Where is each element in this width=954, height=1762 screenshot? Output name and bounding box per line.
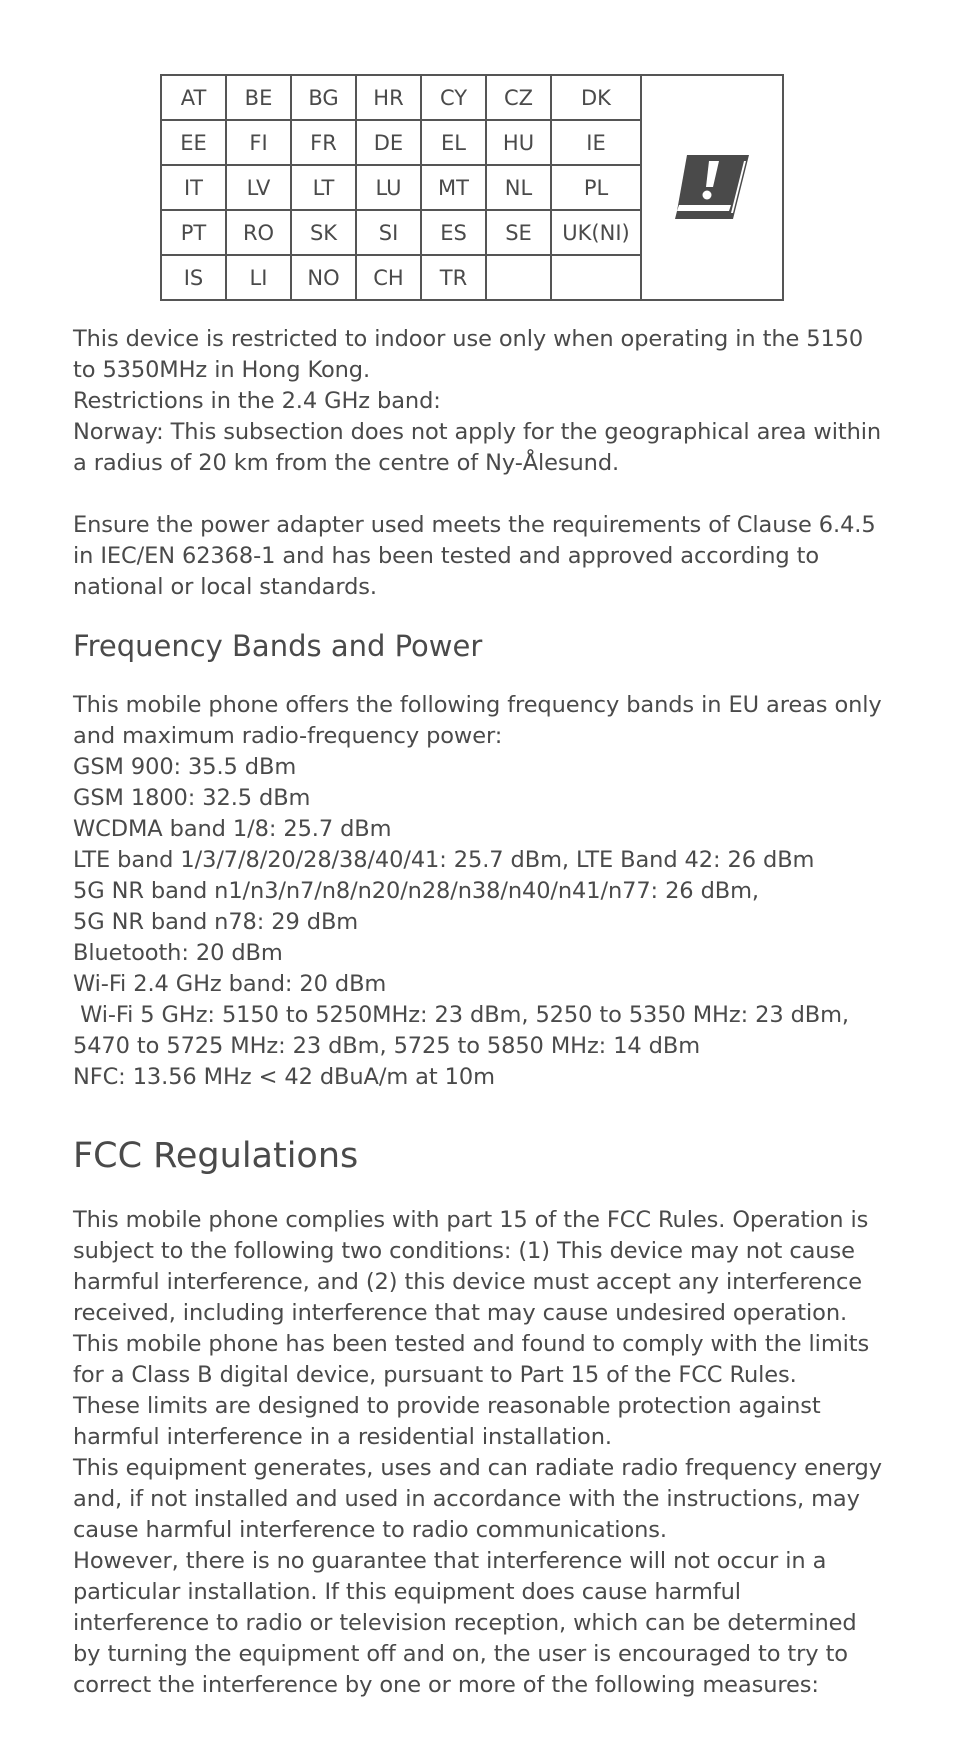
country-cell: FR xyxy=(291,120,356,165)
country-cell: BE xyxy=(226,75,291,120)
table-row xyxy=(161,75,783,120)
country-cell: PL xyxy=(551,165,641,210)
frequency-line: Wi-Fi 5 GHz: 5150 to 5250MHz: 23 dBm, 5250 to 5350 MHz: 23 dBm, 5470 to 5725 MHz: 23 dBm, 5725 to 5850 MHz: 14 dBm xyxy=(73,1002,857,1059)
norway-restriction: Norway: This subsection does not apply for the geographical area within a radius of 20 km from the centre of Ny-Ålesund. xyxy=(73,419,882,476)
frequency-heading: Frequency Bands and Power xyxy=(73,629,483,663)
country-cell: DK xyxy=(551,75,641,120)
frequency-list xyxy=(73,690,883,1093)
country-cell: NO xyxy=(291,255,356,300)
country-cell: LT xyxy=(291,165,356,210)
country-cell xyxy=(551,255,641,300)
country-cell: LV xyxy=(226,165,291,210)
country-cell xyxy=(486,255,551,300)
country-cell: SE xyxy=(486,210,551,255)
fcc-paragraph: This mobile phone complies with part 15 of the FCC Rules. Operation is subject to the following two conditions: (1) This device may not cause harmful interference, and (2) this device must accept any interference received, including interference that may cause undesired operation. xyxy=(73,1207,869,1326)
frequency-line: 5G NR band n78: 29 dBm xyxy=(73,909,359,935)
fcc-paragraph: This mobile phone has been tested and found to comply with the limits for a Class B digital device, pursuant to Part 15 of the FCC Rules. xyxy=(73,1331,870,1388)
country-cell: SK xyxy=(291,210,356,255)
country-cell: HR xyxy=(356,75,421,120)
country-cell: DE xyxy=(356,120,421,165)
country-cell: NL xyxy=(486,165,551,210)
adapter-note: Ensure the power adapter used meets the requirements of Clause 6.4.5 in IEC/EN 62368-1 and has been tested and approved according to national or local standards. xyxy=(73,512,876,600)
country-cell: IT xyxy=(161,165,226,210)
frequency-line: Wi-Fi 2.4 GHz band: 20 dBm xyxy=(73,971,387,997)
country-cell: AT xyxy=(161,75,226,120)
frequency-line: WCDMA band 1/8: 25.7 dBm xyxy=(73,816,392,842)
country-cell: BG xyxy=(291,75,356,120)
country-cell: CH xyxy=(356,255,421,300)
frequency-intro: This mobile phone offers the following frequency bands in EU areas only and maximum radio-frequency power: xyxy=(73,692,882,749)
country-cell: FI xyxy=(226,120,291,165)
fcc-text xyxy=(73,1205,883,1701)
country-cell: TR xyxy=(421,255,486,300)
country-cell: LU xyxy=(356,165,421,210)
frequency-line: NFC: 13.56 MHz < 42 dBuA/m at 10m xyxy=(73,1064,495,1090)
country-cell: CZ xyxy=(486,75,551,120)
restrictions-block xyxy=(73,324,883,603)
country-cell: RO xyxy=(226,210,291,255)
fcc-paragraph: However, there is no guarantee that interference will not occur in a particular installation. If this equipment does cause harmful interference to radio or television reception, which can be determined by turning the equipment off and on, the user is encouraged to try to correct the interference by one or more of the following measures: xyxy=(73,1548,857,1698)
alert-icon-cell xyxy=(641,75,783,300)
fcc-paragraph: This equipment generates, uses and can radiate radio frequency energy and, if not installed and used in accordance with the instructions, may cause harmful interference to radio communications. xyxy=(73,1455,882,1543)
country-code-table xyxy=(160,74,784,301)
country-cell: SI xyxy=(356,210,421,255)
country-cell: PT xyxy=(161,210,226,255)
country-cell: IE xyxy=(551,120,641,165)
country-cell: HU xyxy=(486,120,551,165)
country-cell: UK(NI) xyxy=(551,210,641,255)
hong-kong-restriction: This device is restricted to indoor use only when operating in the 5150 to 5350MHz in Hong Kong. xyxy=(73,326,864,383)
manual-alert-icon xyxy=(669,147,755,223)
country-cell: CY xyxy=(421,75,486,120)
fcc-heading: FCC Regulations xyxy=(73,1136,359,1176)
country-cell: EE xyxy=(161,120,226,165)
frequency-line: 5G NR band n1/n3/n7/n8/n20/n28/n38/n40/n41/n77: 26 dBm, xyxy=(73,878,759,904)
country-cell: ES xyxy=(421,210,486,255)
frequency-line: Bluetooth: 20 dBm xyxy=(73,940,283,966)
fcc-paragraph: These limits are designed to provide reasonable protection against harmful interference in a residential installation. xyxy=(73,1393,821,1450)
country-cell: MT xyxy=(421,165,486,210)
country-cell: LI xyxy=(226,255,291,300)
country-cell: EL xyxy=(421,120,486,165)
frequency-line: GSM 900: 35.5 dBm xyxy=(73,754,297,780)
country-cell: IS xyxy=(161,255,226,300)
frequency-line: GSM 1800: 32.5 dBm xyxy=(73,785,311,811)
frequency-line: LTE band 1/3/7/8/20/28/38/40/41: 25.7 dBm, LTE Band 42: 26 dBm xyxy=(73,847,815,873)
restriction-heading: Restrictions in the 2.4 GHz band: xyxy=(73,388,441,414)
